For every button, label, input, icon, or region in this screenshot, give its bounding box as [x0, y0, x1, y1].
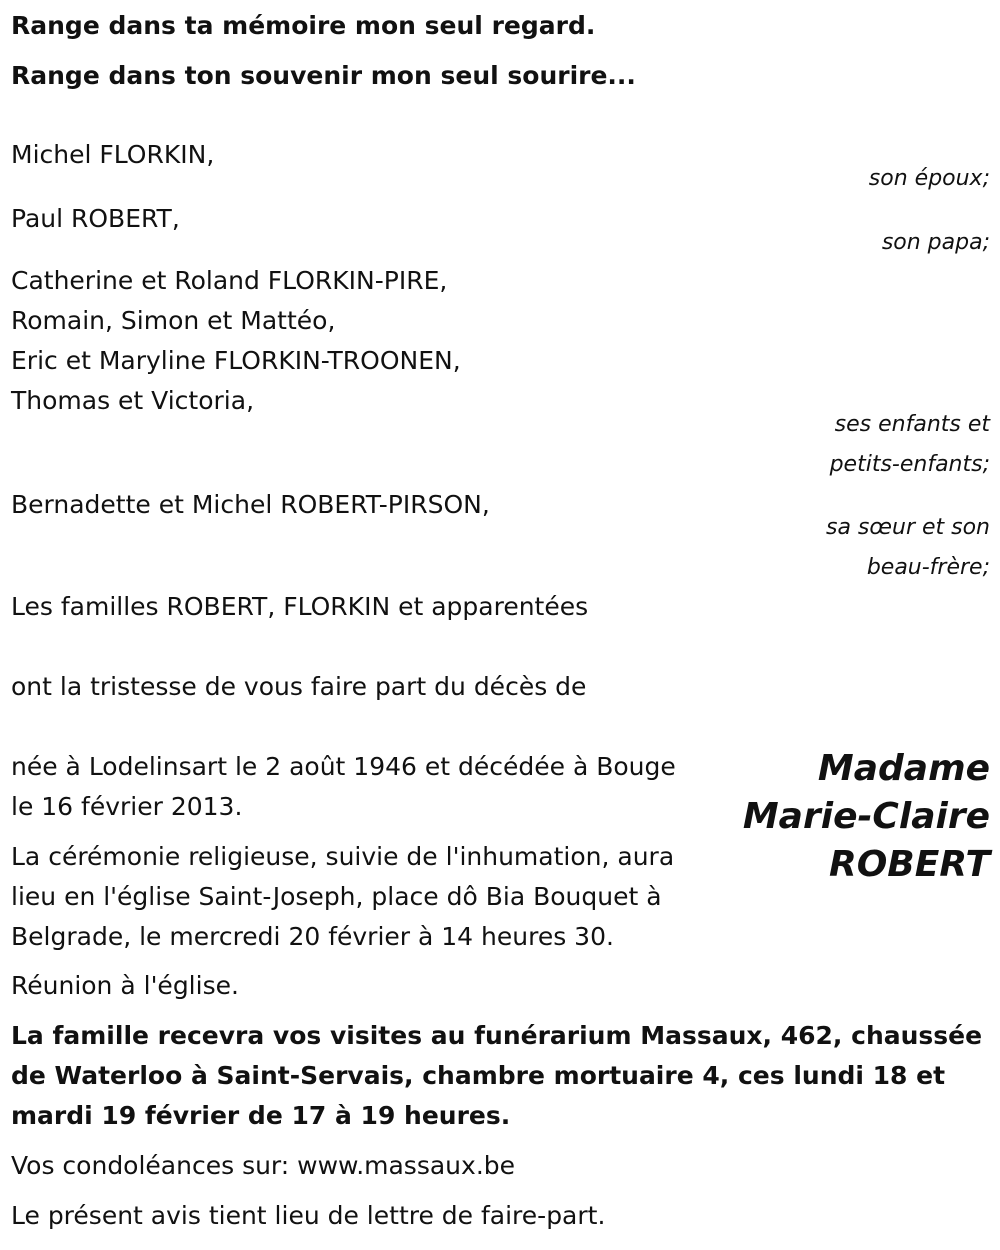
family-name: Catherine et Roland FLORKIN-PIRE,	[11, 266, 448, 295]
ceremony-text: lieu en l'église Saint-Joseph, place dô Bia Bouquet à	[11, 882, 662, 911]
family-name: Les familles ROBERT, FLORKIN et apparentées	[11, 592, 589, 621]
announcement-text: ont la tristesse de vous faire part du décès de	[11, 672, 587, 701]
ceremony-text: Belgrade, le mercredi 20 février à 14 heures 30.	[11, 922, 614, 951]
visits-text: mardi 19 février de 17 à 19 heures.	[11, 1101, 511, 1130]
family-name: Romain, Simon et Mattéo,	[11, 306, 336, 335]
deceased-first-name: Marie-Claire	[742, 796, 990, 837]
family-name: Thomas et Victoria,	[11, 386, 255, 415]
condolences-text: Vos condoléances sur: www.massaux.be	[11, 1151, 516, 1180]
family-name: Eric et Maryline FLORKIN-TROONEN,	[11, 346, 461, 375]
family-name: Bernadette et Michel ROBERT-PIRSON,	[11, 490, 490, 519]
family-name: Paul ROBERT,	[11, 204, 180, 233]
family-relation: son époux;	[868, 166, 990, 191]
family-relation: ses enfants et	[834, 412, 990, 437]
family-name: Michel FLORKIN,	[11, 140, 215, 169]
notice-text: Le présent avis tient lieu de lettre de faire-part.	[11, 1201, 606, 1230]
visits-text: La famille recevra vos visites au funérarium Massaux, 462, chaussée	[11, 1021, 983, 1050]
family-relation: beau-frère;	[866, 555, 990, 580]
birth-death-text: le 16 février 2013.	[11, 792, 243, 821]
birth-death-text: née à Lodelinsart le 2 août 1946 et décédée à Bouge	[11, 752, 676, 781]
visits-text: de Waterloo à Saint-Servais, chambre mortuaire 4, ces lundi 18 et	[11, 1061, 946, 1090]
deceased-title: Madame	[817, 748, 990, 789]
meeting-text: Réunion à l'église.	[11, 971, 239, 1000]
family-relation: son papa;	[881, 230, 990, 255]
family-relation: sa sœur et son	[825, 515, 990, 540]
deceased-last-name: ROBERT	[828, 844, 990, 885]
poem-line-1: Range dans ta mémoire mon seul regard.	[11, 11, 596, 40]
ceremony-text: La cérémonie religieuse, suivie de l'inhumation, aura	[11, 842, 675, 871]
poem-line-2: Range dans ton souvenir mon seul sourire...	[11, 61, 636, 90]
family-relation: petits-enfants;	[829, 452, 990, 477]
